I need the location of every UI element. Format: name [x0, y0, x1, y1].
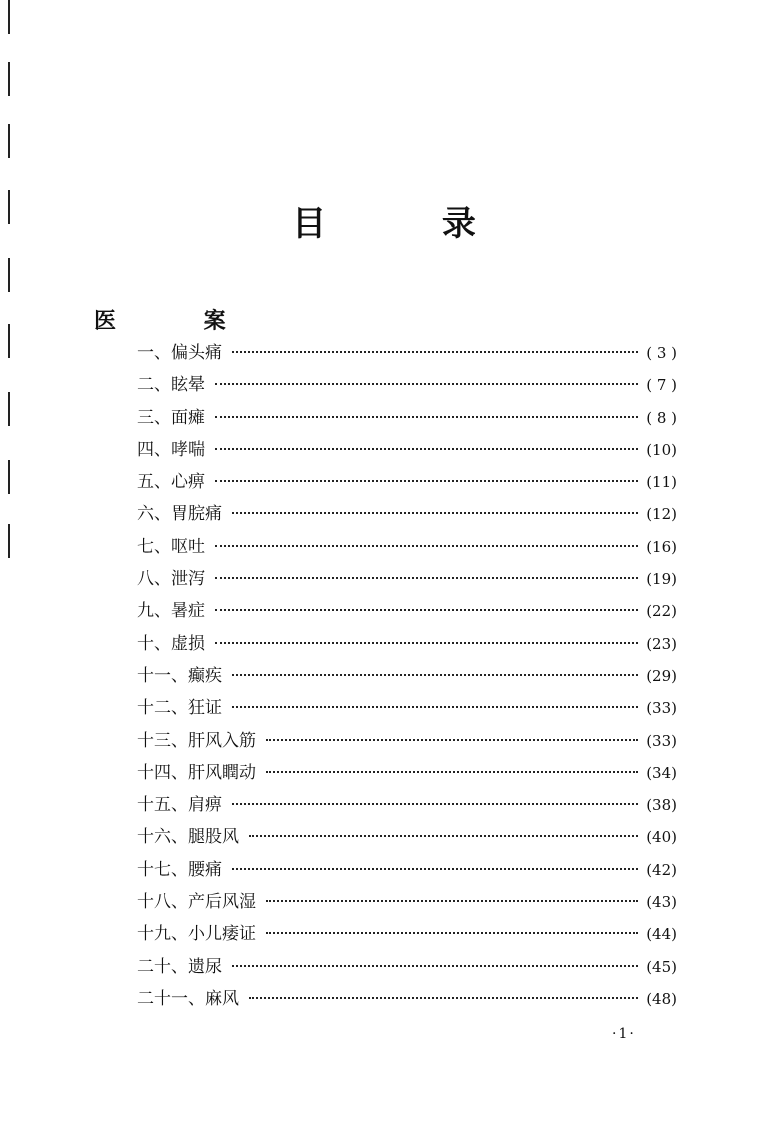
toc-entry[interactable] [137, 596, 677, 628]
dot-leader [215, 577, 638, 579]
dot-leader [232, 803, 638, 805]
dot-leader [266, 932, 638, 934]
binding-mark [8, 324, 10, 358]
toc-entry-title: 四、哮喘 [137, 439, 205, 460]
toc-entry[interactable] [137, 370, 677, 402]
binding-mark [8, 460, 10, 494]
toc-page-number: (40) [646, 828, 677, 847]
toc-entry-title: 六、胃脘痛 [137, 504, 222, 525]
toc-entry[interactable] [137, 726, 677, 758]
binding-mark [8, 524, 10, 558]
toc-entry-title: 十三、肝风入筋 [137, 730, 256, 751]
toc-entry[interactable] [137, 629, 677, 661]
toc-entry-title: 三、面瘫 [137, 407, 205, 428]
toc-entry-title: 二、眩晕 [137, 375, 205, 396]
dot-leader [215, 416, 638, 418]
toc-page-number: (16) [646, 537, 677, 556]
toc-entry[interactable] [137, 984, 677, 1016]
toc-entry[interactable] [137, 403, 677, 435]
toc-entry[interactable] [137, 693, 677, 725]
dot-leader [215, 480, 638, 482]
toc-page-number: (48) [646, 989, 677, 1008]
dot-leader [232, 965, 638, 967]
toc-entry[interactable] [137, 564, 677, 596]
toc-entry[interactable] [137, 435, 677, 467]
toc-entry[interactable] [137, 790, 677, 822]
dot-leader [266, 771, 638, 773]
dot-leader [232, 706, 638, 708]
toc-page-number: (10) [646, 440, 677, 459]
toc-page-number: (11) [646, 473, 677, 492]
toc-page-number: (19) [646, 570, 677, 589]
toc-entry-title: 十七、腰痛 [137, 859, 222, 880]
dot-leader [232, 674, 638, 676]
dot-leader [215, 383, 638, 385]
dot-leader [249, 835, 638, 837]
toc-page-number: (33) [646, 731, 677, 750]
toc-page-number: ( 3 ) [646, 344, 677, 362]
toc-page-number: (44) [646, 925, 677, 944]
toc-entry-title: 十六、腿股风 [137, 827, 239, 848]
toc-entry-title: 一、偏头痛 [137, 343, 222, 363]
page-title: 目 录 [292, 204, 528, 244]
page-folio: ·1· [612, 1026, 636, 1042]
toc-entry-title: 二十一、麻风 [137, 988, 239, 1009]
toc-page-number: (29) [646, 666, 677, 685]
dot-leader [232, 868, 638, 870]
toc-entry[interactable] [137, 499, 677, 531]
toc-entry-title: 十一、癫疾 [137, 665, 222, 686]
toc-page-number: (12) [646, 505, 677, 524]
dot-leader [266, 900, 638, 902]
toc-entry-title: 二十、遗尿 [137, 956, 222, 977]
toc-page-number: (33) [646, 699, 677, 718]
binding-mark [8, 124, 10, 158]
dot-leader [215, 609, 638, 611]
toc-entry[interactable] [137, 952, 677, 984]
toc-page-number: ( 7 ) [646, 376, 677, 395]
section-heading: 医 案 [94, 308, 266, 334]
dot-leader [266, 739, 638, 741]
toc-page-number: (22) [646, 602, 677, 621]
toc-entry-title: 九、暑症 [137, 601, 205, 622]
toc-list [137, 338, 677, 1016]
dot-leader [215, 642, 638, 644]
toc-page-number: (38) [646, 796, 677, 815]
toc-entry-title: 十、虚损 [137, 633, 205, 654]
toc-entry-title: 十八、产后风湿 [137, 892, 256, 913]
dot-leader [232, 351, 638, 353]
toc-entry-title: 八、泄泻 [137, 569, 205, 590]
toc-page-number: (43) [646, 893, 677, 912]
toc-entry[interactable] [137, 855, 677, 887]
toc-entry-title: 十九、小儿痿证 [137, 924, 256, 945]
binding-mark [8, 258, 10, 292]
toc-entry[interactable] [137, 467, 677, 499]
binding-mark [8, 62, 10, 96]
dot-leader [215, 545, 638, 547]
toc-entry[interactable] [137, 919, 677, 951]
binding-mark [8, 392, 10, 426]
binding-mark [8, 0, 10, 34]
toc-page-number: (45) [646, 957, 677, 976]
toc-entry-title: 七、呕吐 [137, 536, 205, 557]
toc-entry[interactable] [137, 887, 677, 919]
toc-page-number: (23) [646, 634, 677, 653]
dot-leader [249, 997, 638, 999]
toc-page-number: ( 8 ) [646, 408, 677, 427]
toc-entry[interactable] [137, 661, 677, 693]
dot-leader [215, 448, 638, 450]
toc-entry[interactable] [137, 758, 677, 790]
toc-entry-title: 十二、狂证 [137, 698, 222, 719]
toc-entry-title: 十五、肩痹 [137, 795, 222, 816]
toc-page-number: (34) [646, 763, 677, 782]
toc-entry[interactable] [137, 822, 677, 854]
toc-entry[interactable] [137, 532, 677, 564]
toc-entry[interactable] [137, 338, 677, 370]
dot-leader [232, 512, 638, 514]
toc-entry-title: 十四、肝风瞤动 [137, 762, 256, 783]
toc-page-number: (42) [646, 860, 677, 879]
toc-entry-title: 五、心痹 [137, 472, 205, 493]
